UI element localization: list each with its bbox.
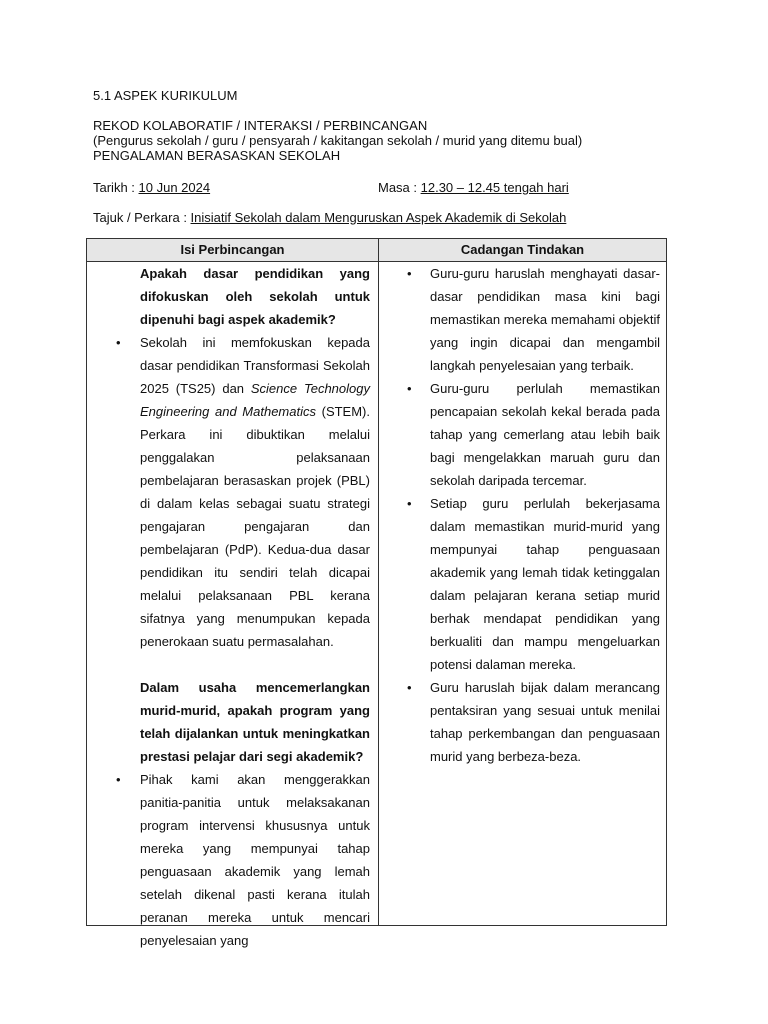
record-type: PENGALAMAN BERASASKAN SEKOLAH — [93, 148, 341, 163]
time-value: 12.30 – 12.45 tengah hari — [420, 180, 569, 195]
action-item-3: • Setiap guru perlulah bekerjasama dalam memastikan murid-murid yang mempunyai tahap penguasaan akademik yang lemah tidak ketinggalan dalam pelajaran kerana setiap murid berhak mendapat pendidikan yang berkualiti dan mampu mengeluarkan potensi dalaman mereka. — [430, 492, 660, 676]
answer-1: • Sekolah ini memfokuskan kepada dasar pendidikan Transformasi Sekolah 2025 (TS25) dan Science Technology Engineering and Mathematics (STEM). Perkara ini dibuktikan melalui penggalakan pelaksanaan pembelajaran berasaskan projek (PBL) di dalam kelas sebagai suatu strategi pengajaran pengajaran dan pembelajaran (PdP). Kedua-dua dasar pendidikan itu sendiri telah dicapai melalui pelaksanaan PBL kerana sifatnya yang menumpukan kepada penerokaan suatu permasalahan. — [140, 331, 370, 653]
topic-value: Inisiatif Sekolah dalam Menguruskan Aspek Akademik di Sekolah — [190, 210, 567, 225]
date-row — [93, 180, 210, 196]
bullet-icon: • — [407, 381, 412, 396]
question-1: Apakah dasar pendidikan yang difokuskan oleh sekolah untuk dipenuhi bagi aspek akademik? — [140, 266, 370, 327]
table-header — [87, 239, 666, 262]
record-subtitle: (Pengurus sekolah / guru / pensyarah / kakitangan sekolah / murid yang ditemu bual) — [93, 133, 583, 148]
bullet-icon: • — [116, 335, 121, 350]
action-item-4: • Guru haruslah bijak dalam merancang pentaksiran yang sesuai untuk menilai tahap perkembangan dan penguasaan murid yang berbeza-beza. — [430, 676, 660, 768]
discussion-column — [116, 262, 370, 952]
section-heading: 5.1 ASPEK KURIKULUM — [93, 88, 238, 103]
col1-header: Isi Perbincangan — [180, 242, 285, 257]
column-divider — [378, 239, 379, 925]
date-label: Tarikh : — [93, 180, 139, 195]
bullet-icon: • — [407, 680, 412, 695]
record-title: REKOD KOLABORATIF / INTERAKSI / PERBINCANGAN — [93, 118, 428, 133]
bullet-icon: • — [407, 266, 412, 281]
col2-header: Cadangan Tindakan — [460, 242, 585, 257]
discussion-table — [86, 238, 667, 948]
topic-row — [93, 210, 566, 226]
time-label: Masa : — [378, 180, 421, 195]
time-row — [378, 180, 569, 196]
bullet-icon: • — [116, 772, 121, 787]
answer-2: • Pihak kami akan menggerakkan panitia-panitia untuk melaksakanan program intervensi khususnya untuk mereka yang mempunyai tahap penguasaan akademik yang lemah setelah dikenal pasti kerana itulah peranan mereka untuk mencari penyelesaian yang — [140, 768, 370, 952]
action-column — [407, 262, 660, 768]
question-2: Dalam usaha mencemerlangkan murid-murid, apakah program yang telah dijalankan untuk meningkatkan prestasi pelajar dari segi akademik? — [140, 680, 370, 764]
bullet-icon: • — [407, 496, 412, 511]
topic-label: Tajuk / Perkara : — [93, 210, 191, 225]
action-item-2: • Guru-guru perlulah memastikan pencapaian sekolah kekal berada pada tahap yang cemerlang atau lebih baik bagi mengelakkan maruah guru dan sekolah daripada tercemar. — [430, 377, 660, 492]
action-item-1: • Guru-guru haruslah menghayati dasar-dasar pendidikan masa kini bagi memastikan mereka memahami objektif yang ingin dicapai dan mengambil langkah penyelesaian yang terbaik. — [430, 262, 660, 377]
date-value: 10 Jun 2024 — [138, 180, 211, 195]
